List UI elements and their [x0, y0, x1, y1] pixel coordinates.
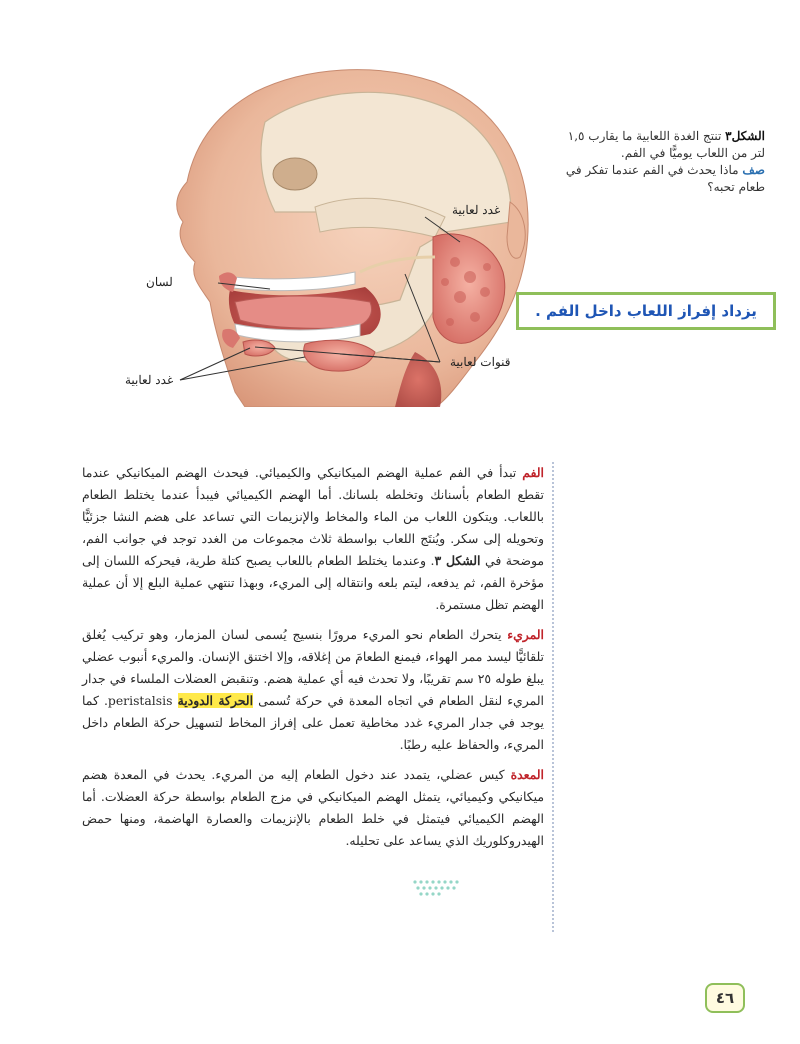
label-tongue: لسان [146, 275, 173, 289]
body-text [82, 462, 544, 860]
esophagus-text-1: يتحرك الطعام نحو المريء مرورًا بنسيج يُسمى لسان المزمار، وهو تركيب يُغلق تلقائيًّا ليسد ممر الهواء، فيمنع الطعامَ من إغلاقه، وإلا اختنق الإنسان. والمريء أنبوب عضلي يبلغ طوله ٢٥ سم تقريبًا، ولا تحدث فيه أي عملية هضم. وتنقبض العضلات الملساء في جدار المريء لنقل الطعام في اتجاه المعدة في حركة تُسمى [82, 627, 544, 708]
stomach-text-1: كيس عضلي، يتمدد عند دخول الطعام إليه من المريء. يحدث في المعدة هضم ميكانيكي وكيميائي، يتمثل الهضم الميكانيكي في مزج الطعام بواسطة حركة العضلات. أما الهضم الكيميائي فيتمثل في خلط الطعام بالإنزيمات والعصارة الهاضمة، ومنها حمض الهيدروكلوريك الذي يساعد على تحليله. [82, 767, 544, 848]
caption-text: تنتج الغدة اللعابية ما يقارب ١,٥ لتر من اللعاب يوميًّا في الفم. [567, 129, 765, 160]
term-stomach: المعدة [510, 767, 544, 782]
label-salivary-ducts: قنوات لعابية [450, 355, 511, 369]
answer-callout [516, 292, 776, 330]
term-esophagus: المريء [507, 627, 544, 642]
caption-main [555, 128, 765, 162]
caption-prompt-keyword: صف [742, 163, 765, 177]
callout-text: يزداد إفراز اللعاب داخل الفم . [535, 302, 757, 320]
mouth-figure-ref: الشكل ٣ [434, 553, 481, 568]
term-mouth: الفم [522, 465, 544, 480]
caption-prompt-text: ماذا يحدث في الفم عندما تفكر في طعام تحبه؟ [565, 163, 765, 194]
page-number [705, 983, 745, 1013]
esophagus-text-2: peristalsis. كما يوجد في جدار المريء غدد مخاطية تعمل على إفراز المخاط لتسهيل حركة الطعام داخل المريء، والحفاظ عليه رطبًا. [82, 693, 544, 752]
label-salivary-gland-lower: غدد لعابية [125, 373, 174, 387]
mouth-text-2: . وعندما يختلط الطعام باللعاب يصبح كتلة طرية، فيحركه اللسان إلى مؤخرة الفم، ثم يدفعه، ليتم بلعه وانتقاله إلى المريء، وبهذا تنتهي عملية البلع إلا أن عملية الهضم تظل مستمرة. [82, 553, 544, 612]
paragraph-mouth [82, 462, 544, 616]
mouth-text-1: تبدأ في الفم عملية الهضم الميكانيكي والكيميائي. فيحدث الهضم الميكانيكي عندما تقطع الطعام بأسنانك وتخلطه بلسانك. أما الهضم الكيميائي فيبدأ عندما يختلط الطعام باللعاب. ويتكون اللعاب من الماء والمخاط والإنزيمات التي تساعد على هضم النشا جزئيًّا وتحويله إلى سكر. ويُنتَج اللعاب بواسطة ثلاث مجموعات من الغدد توجد في جوانب الفم، موضحة في [82, 465, 544, 568]
label-salivary-gland-upper: غدد لعابية [452, 203, 501, 217]
text-margin-rule [552, 462, 554, 932]
watermark-logo [375, 872, 525, 902]
caption-prompt [555, 162, 765, 196]
paragraph-stomach [82, 764, 544, 852]
figure-caption [555, 128, 765, 196]
highlight-peristalsis: الحركة الدودية [177, 693, 254, 708]
page-number-text: ٤٦ [715, 989, 735, 1007]
caption-figure-ref: الشكل٣ [725, 129, 765, 143]
paragraph-esophagus [82, 624, 544, 756]
